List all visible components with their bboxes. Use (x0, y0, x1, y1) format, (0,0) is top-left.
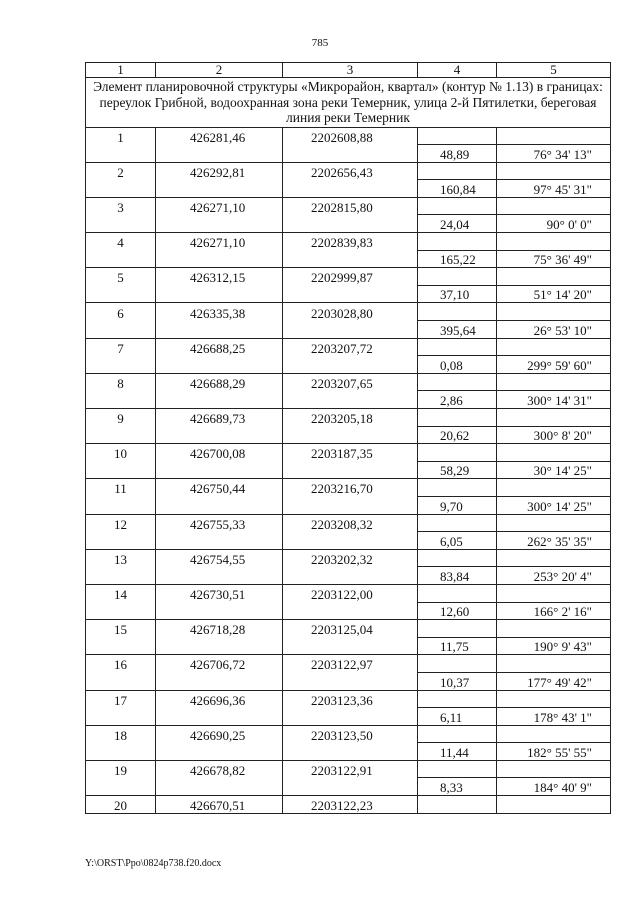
point-x-coordinate: 426696,36 (156, 690, 283, 708)
column-header-2: 2 (156, 63, 283, 78)
empty-cell (497, 620, 611, 638)
segment-length: 83,84 (418, 567, 497, 585)
segment-length: 12,60 (418, 602, 497, 620)
empty-cell (86, 356, 156, 374)
empty-cell (497, 796, 611, 814)
empty-cell (86, 250, 156, 268)
empty-cell (497, 268, 611, 286)
point-row (86, 338, 611, 356)
segment-length: 20,62 (418, 426, 497, 444)
empty-cell (86, 708, 156, 726)
point-number: 19 (86, 760, 156, 778)
point-y-coordinate: 2202999,87 (283, 268, 418, 286)
empty-cell (418, 514, 497, 532)
segment-length: 37,10 (418, 285, 497, 303)
segment-length: 11,44 (418, 743, 497, 761)
point-x-coordinate: 426281,46 (156, 127, 283, 145)
point-number: 10 (86, 444, 156, 462)
empty-cell (283, 778, 418, 796)
empty-cell (497, 409, 611, 427)
empty-cell (418, 233, 497, 251)
segment-row (86, 426, 611, 444)
empty-cell (497, 127, 611, 145)
point-row (86, 444, 611, 462)
point-y-coordinate: 2203207,72 (283, 338, 418, 356)
segment-row (86, 708, 611, 726)
empty-cell (156, 356, 283, 374)
empty-cell (497, 197, 611, 215)
empty-cell (86, 496, 156, 514)
empty-cell (497, 162, 611, 180)
point-y-coordinate: 2203125,04 (283, 620, 418, 638)
segment-length: 8,33 (418, 778, 497, 796)
segment-direction-angle: 300° 14' 25" (497, 496, 611, 514)
empty-cell (86, 778, 156, 796)
segment-direction-angle: 177° 49' 42" (497, 672, 611, 690)
empty-cell (283, 567, 418, 585)
table-caption-row (86, 78, 611, 128)
point-number: 20 (86, 796, 156, 814)
empty-cell (86, 215, 156, 233)
column-header-5: 5 (497, 63, 611, 78)
point-number: 15 (86, 620, 156, 638)
point-number: 7 (86, 338, 156, 356)
empty-cell (156, 250, 283, 268)
point-row (86, 409, 611, 427)
empty-cell (497, 725, 611, 743)
segment-row (86, 215, 611, 233)
point-y-coordinate: 2203028,80 (283, 303, 418, 321)
point-row (86, 549, 611, 567)
point-y-coordinate: 2203122,00 (283, 584, 418, 602)
empty-cell (156, 321, 283, 339)
empty-cell (86, 743, 156, 761)
empty-cell (283, 672, 418, 690)
empty-cell (156, 602, 283, 620)
segment-direction-angle: 97° 45' 31" (497, 180, 611, 198)
point-row (86, 655, 611, 673)
empty-cell (283, 321, 418, 339)
point-y-coordinate: 2202839,83 (283, 233, 418, 251)
empty-cell (497, 549, 611, 567)
point-x-coordinate: 426700,08 (156, 444, 283, 462)
point-y-coordinate: 2203122,97 (283, 655, 418, 673)
segment-row (86, 532, 611, 550)
empty-cell (418, 549, 497, 567)
empty-cell (418, 796, 497, 814)
segment-direction-angle: 299° 59' 60" (497, 356, 611, 374)
empty-cell (156, 285, 283, 303)
empty-cell (497, 373, 611, 391)
point-number: 16 (86, 655, 156, 673)
empty-cell (156, 215, 283, 233)
segment-length: 2,86 (418, 391, 497, 409)
segment-row (86, 461, 611, 479)
empty-cell (156, 567, 283, 585)
point-row (86, 584, 611, 602)
point-x-coordinate: 426312,15 (156, 268, 283, 286)
empty-cell (156, 637, 283, 655)
empty-cell (283, 426, 418, 444)
point-x-coordinate: 426718,28 (156, 620, 283, 638)
point-number: 18 (86, 725, 156, 743)
point-number: 12 (86, 514, 156, 532)
point-number: 4 (86, 233, 156, 251)
point-number: 11 (86, 479, 156, 497)
empty-cell (418, 373, 497, 391)
point-number: 6 (86, 303, 156, 321)
empty-cell (497, 338, 611, 356)
empty-cell (283, 145, 418, 163)
empty-cell (156, 391, 283, 409)
segment-direction-angle: 190° 9' 43" (497, 637, 611, 655)
empty-cell (283, 496, 418, 514)
empty-cell (418, 760, 497, 778)
empty-cell (283, 461, 418, 479)
empty-cell (156, 426, 283, 444)
point-row (86, 197, 611, 215)
segment-length: 10,37 (418, 672, 497, 690)
point-x-coordinate: 426678,82 (156, 760, 283, 778)
segment-length: 395,64 (418, 321, 497, 339)
point-number: 1 (86, 127, 156, 145)
segment-row (86, 567, 611, 585)
empty-cell (283, 743, 418, 761)
point-number: 5 (86, 268, 156, 286)
segment-length: 9,70 (418, 496, 497, 514)
point-row (86, 268, 611, 286)
empty-cell (86, 285, 156, 303)
segment-row (86, 180, 611, 198)
point-number: 9 (86, 409, 156, 427)
segment-length: 6,05 (418, 532, 497, 550)
point-number: 13 (86, 549, 156, 567)
point-row (86, 620, 611, 638)
point-row (86, 127, 611, 145)
point-x-coordinate: 426689,73 (156, 409, 283, 427)
page-number: 785 (311, 37, 329, 49)
point-number: 3 (86, 197, 156, 215)
column-header-1: 1 (86, 63, 156, 78)
segment-direction-angle: 300° 14' 31" (497, 391, 611, 409)
table-header-row (86, 63, 611, 78)
empty-cell (418, 479, 497, 497)
point-row (86, 690, 611, 708)
point-y-coordinate: 2203122,91 (283, 760, 418, 778)
segment-row (86, 250, 611, 268)
empty-cell (86, 321, 156, 339)
segment-row (86, 672, 611, 690)
segment-length: 0,08 (418, 356, 497, 374)
point-y-coordinate: 2203202,32 (283, 549, 418, 567)
empty-cell (156, 145, 283, 163)
segment-length: 48,89 (418, 145, 497, 163)
segment-direction-angle: 90° 0' 0" (497, 215, 611, 233)
segment-length: 160,84 (418, 180, 497, 198)
point-row (86, 725, 611, 743)
point-x-coordinate: 426688,25 (156, 338, 283, 356)
empty-cell (86, 532, 156, 550)
coordinates-table (85, 62, 611, 814)
empty-cell (418, 409, 497, 427)
empty-cell (86, 391, 156, 409)
empty-cell (418, 338, 497, 356)
segment-length: 165,22 (418, 250, 497, 268)
empty-cell (497, 760, 611, 778)
point-x-coordinate: 426750,44 (156, 479, 283, 497)
empty-cell (497, 690, 611, 708)
empty-cell (156, 180, 283, 198)
empty-cell (418, 127, 497, 145)
point-x-coordinate: 426292,81 (156, 162, 283, 180)
point-row (86, 162, 611, 180)
segment-length: 24,04 (418, 215, 497, 233)
empty-cell (283, 532, 418, 550)
segment-row (86, 285, 611, 303)
empty-cell (418, 725, 497, 743)
empty-cell (283, 215, 418, 233)
point-x-coordinate: 426271,10 (156, 233, 283, 251)
column-header-3: 3 (283, 63, 418, 78)
point-x-coordinate: 426755,33 (156, 514, 283, 532)
empty-cell (497, 655, 611, 673)
point-x-coordinate: 426706,72 (156, 655, 283, 673)
segment-row (86, 496, 611, 514)
point-row (86, 796, 611, 814)
empty-cell (283, 602, 418, 620)
point-y-coordinate: 2203208,32 (283, 514, 418, 532)
document-file-path: Y:\ORST\Ppo\0824p738.f20.docx (85, 858, 222, 869)
point-y-coordinate: 2203123,50 (283, 725, 418, 743)
empty-cell (497, 303, 611, 321)
empty-cell (156, 496, 283, 514)
segment-length: 6,11 (418, 708, 497, 726)
point-x-coordinate: 426670,51 (156, 796, 283, 814)
point-y-coordinate: 2203207,65 (283, 373, 418, 391)
point-row (86, 760, 611, 778)
empty-cell (86, 426, 156, 444)
point-y-coordinate: 2203187,35 (283, 444, 418, 462)
empty-cell (156, 461, 283, 479)
point-y-coordinate: 2203216,70 (283, 479, 418, 497)
empty-cell (283, 356, 418, 374)
empty-cell (283, 285, 418, 303)
point-row (86, 479, 611, 497)
segment-length: 11,75 (418, 637, 497, 655)
segment-direction-angle: 26° 53' 10" (497, 321, 611, 339)
segment-direction-angle: 75° 36' 49" (497, 250, 611, 268)
empty-cell (418, 303, 497, 321)
empty-cell (418, 162, 497, 180)
empty-cell (156, 672, 283, 690)
point-row (86, 303, 611, 321)
segment-direction-angle: 76° 34' 13" (497, 145, 611, 163)
point-y-coordinate: 2203123,36 (283, 690, 418, 708)
segment-row (86, 602, 611, 620)
point-y-coordinate: 2202656,43 (283, 162, 418, 180)
point-x-coordinate: 426754,55 (156, 549, 283, 567)
point-y-coordinate: 2202608,88 (283, 127, 418, 145)
segment-row (86, 321, 611, 339)
empty-cell (497, 444, 611, 462)
empty-cell (86, 461, 156, 479)
point-y-coordinate: 2203205,18 (283, 409, 418, 427)
point-x-coordinate: 426690,25 (156, 725, 283, 743)
empty-cell (418, 197, 497, 215)
point-number: 17 (86, 690, 156, 708)
point-row (86, 233, 611, 251)
point-number: 2 (86, 162, 156, 180)
point-row (86, 514, 611, 532)
segment-direction-angle: 30° 14' 25" (497, 461, 611, 479)
table-caption: Элемент планировочной структуры «Микрорайон, квартал» (контур № 1.13) в границах: переулок Грибной, водоохранная зона реки Темерник, улица 2-й Пятилетки, береговая линия реки Темерник (86, 78, 611, 128)
empty-cell (283, 250, 418, 268)
empty-cell (497, 479, 611, 497)
segment-row (86, 637, 611, 655)
segment-row (86, 145, 611, 163)
empty-cell (283, 637, 418, 655)
empty-cell (283, 180, 418, 198)
empty-cell (497, 584, 611, 602)
empty-cell (86, 672, 156, 690)
empty-cell (418, 655, 497, 673)
point-x-coordinate: 426688,29 (156, 373, 283, 391)
empty-cell (283, 391, 418, 409)
segment-direction-angle: 51° 14' 20" (497, 285, 611, 303)
segment-row (86, 391, 611, 409)
empty-cell (418, 620, 497, 638)
empty-cell (86, 180, 156, 198)
point-x-coordinate: 426730,51 (156, 584, 283, 602)
empty-cell (156, 743, 283, 761)
point-number: 8 (86, 373, 156, 391)
point-y-coordinate: 2202815,80 (283, 197, 418, 215)
segment-direction-angle: 166° 2' 16" (497, 602, 611, 620)
segment-direction-angle: 253° 20' 4" (497, 567, 611, 585)
empty-cell (86, 145, 156, 163)
segment-row (86, 778, 611, 796)
empty-cell (497, 514, 611, 532)
coordinates-table-body (86, 63, 611, 814)
segment-direction-angle: 182° 55' 55" (497, 743, 611, 761)
segment-direction-angle: 184° 40' 9" (497, 778, 611, 796)
point-number: 14 (86, 584, 156, 602)
empty-cell (497, 233, 611, 251)
point-y-coordinate: 2203122,23 (283, 796, 418, 814)
column-header-4: 4 (418, 63, 497, 78)
empty-cell (418, 444, 497, 462)
segment-row (86, 356, 611, 374)
segment-direction-angle: 262° 35' 35" (497, 532, 611, 550)
empty-cell (156, 708, 283, 726)
empty-cell (418, 584, 497, 602)
empty-cell (283, 708, 418, 726)
empty-cell (156, 778, 283, 796)
empty-cell (86, 637, 156, 655)
segment-length: 58,29 (418, 461, 497, 479)
empty-cell (418, 268, 497, 286)
empty-cell (86, 567, 156, 585)
point-x-coordinate: 426271,10 (156, 197, 283, 215)
segment-row (86, 743, 611, 761)
segment-direction-angle: 300° 8' 20" (497, 426, 611, 444)
empty-cell (156, 532, 283, 550)
empty-cell (418, 690, 497, 708)
point-x-coordinate: 426335,38 (156, 303, 283, 321)
segment-direction-angle: 178° 43' 1" (497, 708, 611, 726)
point-row (86, 373, 611, 391)
empty-cell (86, 602, 156, 620)
